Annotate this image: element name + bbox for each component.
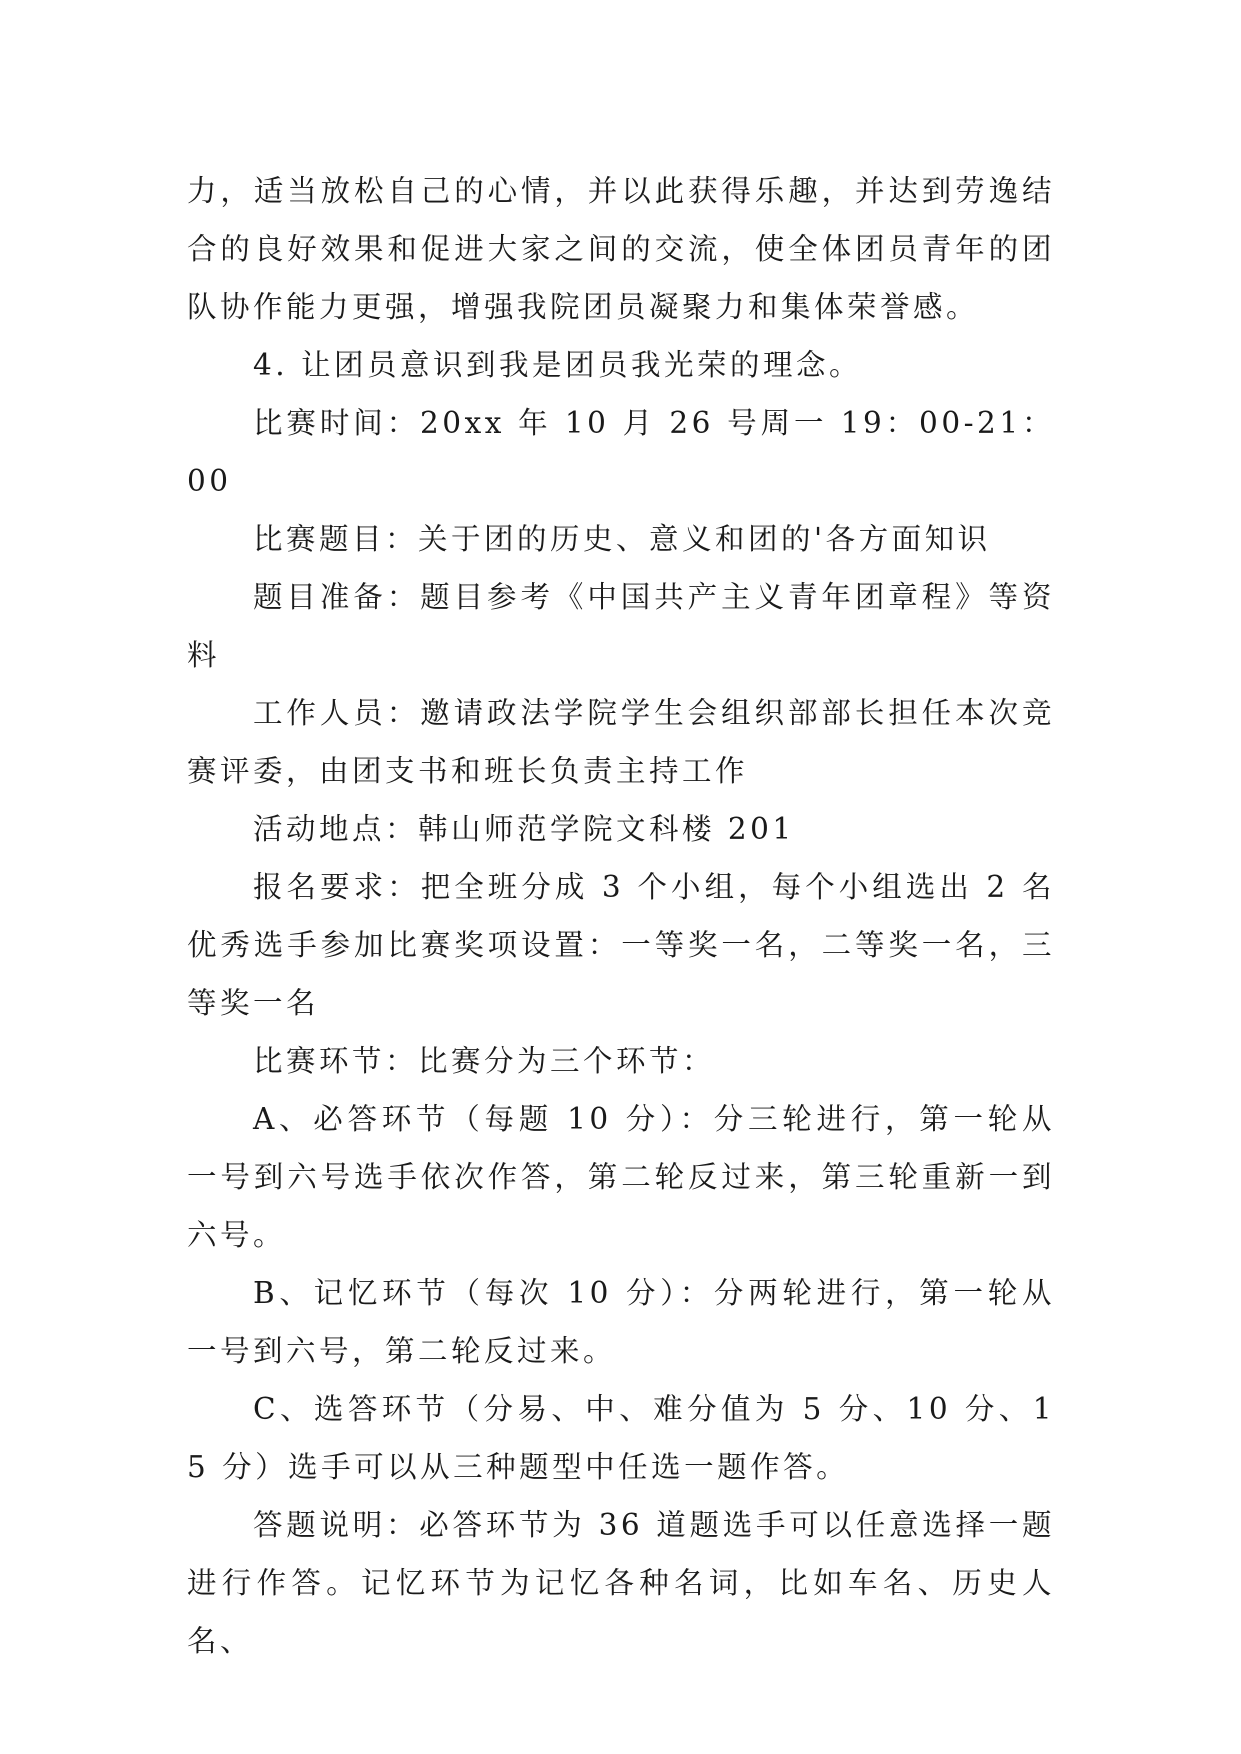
- paragraph-round-a: A、必答环节（每题 10 分）：分三轮进行，第一轮从一号到六号选手依次作答，第二轮反过来，第三轮重新一到六号。: [187, 1102, 1055, 1252]
- paragraph-purpose-4: 4. 让团员意识到我是团员我光荣的理念。: [253, 348, 863, 382]
- paragraph-round-b: B、记忆环节（每次 10 分）：分两轮进行，第一轮从一号到六号，第二轮反过来。: [187, 1276, 1055, 1368]
- paragraph-competition-time: 比赛时间：20xx 年 10 月 26 号周一 19：00-21：00: [187, 406, 1055, 498]
- document-page: [187, 162, 1055, 1670]
- paragraph-rounds-intro: 比赛环节：比赛分为三个环节：: [253, 1044, 716, 1078]
- paragraph-purpose-continued: 力，适当放松自己的心情，并以此获得乐趣，并达到劳逸结合的良好效果和促进大家之间的交流，使全体团员青年的团队协作能力更强，增强我院团员凝聚力和集体荣誉感。: [187, 174, 1055, 324]
- paragraph-round-c: C、选答环节（分易、中、难分值为 5 分、10 分、15 分）选手可以从三种题型中任选一题作答。: [187, 1392, 1055, 1484]
- paragraph-registration: 报名要求：把全班分成 3 个小组，每个小组选出 2 名优秀选手参加比赛奖项设置：一等奖一名，二等奖一名，三等奖一名: [187, 870, 1055, 1020]
- paragraph-venue: 活动地点：韩山师范学院文科楼 201: [253, 812, 795, 846]
- paragraph-competition-topic: 比赛题目：关于团的历史、意义和团的'各方面知识: [253, 522, 991, 556]
- paragraph-staff: 工作人员：邀请政法学院学生会组织部部长担任本次竞赛评委，由团支书和班长负责主持工作: [187, 696, 1055, 788]
- paragraph-answer-instructions: 答题说明：必答环节为 36 道题选手可以任意选择一题进行作答。记忆环节为记忆各种名词，比如车名、历史人名、: [187, 1508, 1055, 1658]
- paragraph-question-preparation: 题目准备：题目参考《中国共产主义青年团章程》等资料: [187, 580, 1055, 672]
